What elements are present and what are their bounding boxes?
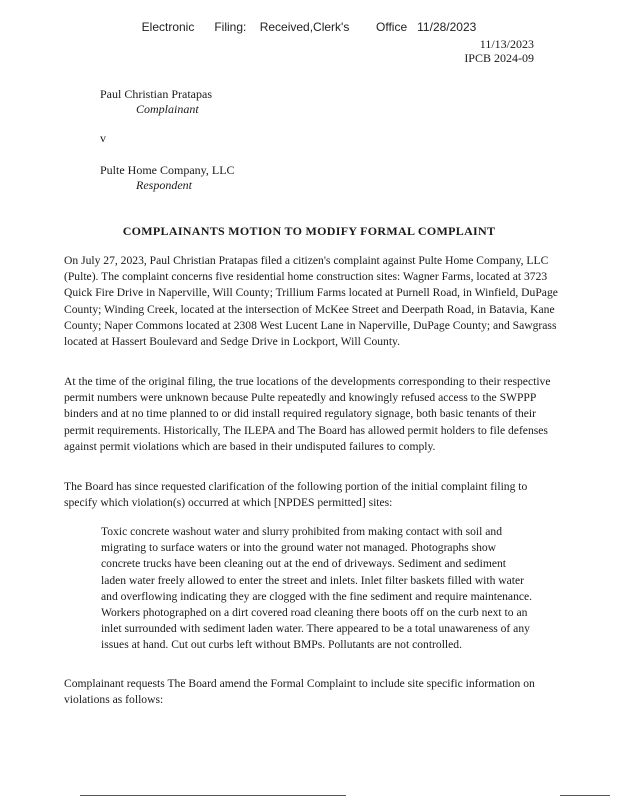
complainant-role: Complainant	[136, 102, 199, 116]
quoted-complaint-excerpt: Toxic concrete washout water and slurry prohibited from making contact with soil and migrating to surface waters or into the ground water not managed. Photographs show concrete trucks have been cleaning out at the end of driveways. Sediment and sediment laden water freely allowed to enter the street and inlets. Inlet filter baskets filled with water and overflowing indicating they are clogged with the fine sediment and require maintenance. Workers photographed on a dirt covered road cleaning there boots off on the curb next to an inlet surrounded with sediment laden water. There appeared to be a total unawareness of any issues at hand. Cut out curbs left without BMPs. Pollutants are not controlled.	[101, 525, 533, 652]
footer-rule-right	[560, 795, 610, 796]
case-number: IPCB 2024-09	[464, 51, 534, 65]
respondent-block	[100, 163, 235, 193]
respondent-name: Pulte Home Company, LLC	[100, 163, 235, 177]
complainant-block	[100, 87, 212, 117]
respondent-role: Respondent	[136, 178, 192, 192]
footer-rule-left	[80, 795, 346, 796]
paragraph-original-filing: At the time of the original filing, the true locations of the developments corresponding to their respective permit numbers were unknown because Pulte repeatedly and knowingly refused access to the SWPPP binders and at no time planned to or did install required regulatory signage, both basic tenants of their permit requirements. Historically, The ILEPA and The Board has allowed permit holders to file defenses against permit violations which are based in their undisputed failures to comply.	[64, 375, 551, 453]
stamp-date: 11/13/2023	[479, 37, 534, 51]
document-title: COMPLAINANTS MOTION TO MODIFY FORMAL COMPLAINT	[122, 224, 496, 238]
filing-header: Electronic Filing: Received,Clerk's Office 11/28/2023	[141, 20, 477, 34]
paragraph-amendment-request: Complainant requests The Board amend the Formal Complaint to include site specific information on violations as follows:	[64, 677, 535, 707]
paragraph-filing-summary: On July 27, 2023, Paul Christian Pratapas filed a citizen's complaint against Pulte Home Company, LLC (Pulte). The complaint concerns five residential home construction sites: Wagner Farms, located at 3723 Quick Fire Drive in Naperville, Will County; Trillium Farms located at Purnell Road, in Winfield, DuPage County; Winding Creek, located at the intersection of McKee Street and Deerpath Road, in Batavia, Kane County; Naper Commons located at 2308 West Lucent Lane in Naperville, DuPage County; and Sawgrass located at Hassert Boulevard and Sedge Drive in Lockport, Will County.	[64, 254, 558, 349]
paragraph-clarification-request: The Board has since requested clarification of the following portion of the initial complaint filing to specify which violation(s) occurred at which [NPDES permitted] sites:	[64, 480, 528, 510]
filing-stamp	[464, 37, 534, 65]
complainant-name: Paul Christian Pratapas	[100, 87, 212, 101]
versus-label: v	[100, 131, 106, 145]
